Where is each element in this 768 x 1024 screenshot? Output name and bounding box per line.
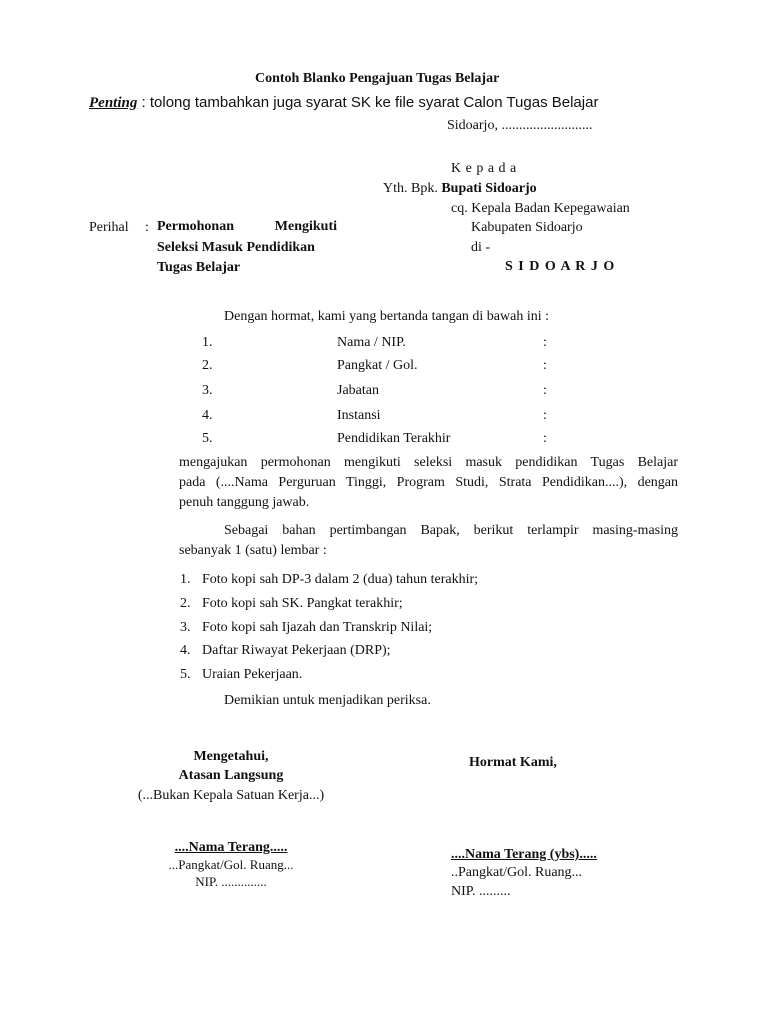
perihal-line1-word1: Permohonan xyxy=(157,219,234,234)
right-sign-line1: Hormat Kami, xyxy=(469,755,557,770)
attachment-num-2: 2. xyxy=(180,596,191,611)
field-label-5: Pendidikan Terakhir xyxy=(337,431,451,446)
attachment-num-4: 4. xyxy=(180,643,191,658)
right-sign-name: ....Nama Terang (ybs)..... xyxy=(451,847,597,862)
note-colon: : xyxy=(137,94,146,111)
recipient-cq2: Kabupaten Sidoarjo xyxy=(471,220,583,235)
attachment-text-4: Daftar Riwayat Pekerjaan (DRP); xyxy=(202,643,391,658)
recipient-name: Bupati Sidoarjo xyxy=(441,181,537,196)
attachment-num-3: 3. xyxy=(180,620,191,635)
field-num-4: 4. xyxy=(202,408,213,423)
perihal-line3: Tugas Belajar xyxy=(157,260,241,275)
field-colon-3: : xyxy=(543,383,547,398)
perihal-colon: : xyxy=(145,220,149,235)
recipient-kepada: K e p a d a xyxy=(451,161,517,176)
field-num-5: 5. xyxy=(202,431,213,446)
body1-line2: pada (....Nama Perguruan Tinggi, Program Studi, Strata Pendidikan....), dengan xyxy=(179,475,678,490)
document-title: Contoh Blanko Pengajuan Tugas Belajar xyxy=(255,71,500,86)
attachment-text-1: Foto kopi sah DP-3 dalam 2 (dua) tahun terakhir; xyxy=(202,572,479,587)
attachment-text-5: Uraian Pekerjaan. xyxy=(202,667,303,682)
perihal-label: Perihal xyxy=(89,220,129,235)
field-colon-1: : xyxy=(543,335,547,350)
field-label-1: Nama / NIP. xyxy=(337,335,406,350)
field-colon-4: : xyxy=(543,408,547,423)
left-sign-line1: Mengetahui, xyxy=(193,749,269,764)
left-sign-rank: ...Pangkat/Gol. Ruang... xyxy=(168,857,294,872)
left-sign-name: ....Nama Terang..... xyxy=(174,840,288,855)
field-num-3: 3. xyxy=(202,383,213,398)
body1-line1: mengajukan permohonan mengikuti seleksi masuk pendidikan Tugas Belajar xyxy=(179,455,678,470)
body2-line2: sebanyak 1 (satu) lembar : xyxy=(179,543,327,558)
field-label-4: Instansi xyxy=(337,408,381,423)
field-colon-5: : xyxy=(543,431,547,446)
attachment-text-2: Foto kopi sah SK. Pangkat terakhir; xyxy=(202,596,403,611)
right-sign-nip: NIP. ......... xyxy=(451,884,511,899)
opening-text: Dengan hormat, kami yang bertanda tangan di bawah ini : xyxy=(224,309,550,324)
note-label: Penting xyxy=(89,95,138,111)
left-sign-line2: Atasan Langsung xyxy=(178,768,284,783)
note-text: tolong tambahkan juga syarat SK ke file syarat Calon Tugas Belajar xyxy=(145,94,599,111)
right-sign-rank: ..Pangkat/Gol. Ruang... xyxy=(451,865,583,880)
recipient-yth xyxy=(383,181,537,197)
field-num-2: 2. xyxy=(202,358,213,373)
attachment-num-5: 5. xyxy=(180,667,191,682)
recipient-city: S I D O A R J O xyxy=(505,259,616,274)
perihal-line2: Seleksi Masuk Pendidikan xyxy=(157,240,315,255)
recipient-prefix: Yth. Bpk. xyxy=(383,181,438,196)
attachment-text-3: Foto kopi sah Ijazah dan Transkrip Nilai; xyxy=(202,620,433,635)
field-label-3: Jabatan xyxy=(337,383,379,398)
note-line xyxy=(89,94,598,112)
field-colon-2: : xyxy=(543,358,547,373)
left-sign-nip: NIP. .............. xyxy=(195,874,267,889)
perihal-line1-word2: Mengikuti xyxy=(274,219,337,234)
body1-line3: penuh tanggung jawab. xyxy=(179,495,310,510)
recipient-cq1: cq. Kepala Badan Kepegawaian xyxy=(451,201,630,216)
recipient-di: di - xyxy=(471,240,491,255)
attachment-num-1: 1. xyxy=(180,572,191,587)
perihal-line1 xyxy=(157,219,337,235)
field-num-1: 1. xyxy=(202,335,213,350)
field-label-2: Pangkat / Gol. xyxy=(337,358,418,373)
closing-text: Demikian untuk menjadikan periksa. xyxy=(224,693,431,708)
body2-line1: Sebagai bahan pertimbangan Bapak, berikut terlampir masing-masing xyxy=(224,523,678,538)
place-date: Sidoarjo, .......................... xyxy=(447,118,593,133)
left-sign-line3: (...Bukan Kepala Satuan Kerja...) xyxy=(137,788,325,803)
